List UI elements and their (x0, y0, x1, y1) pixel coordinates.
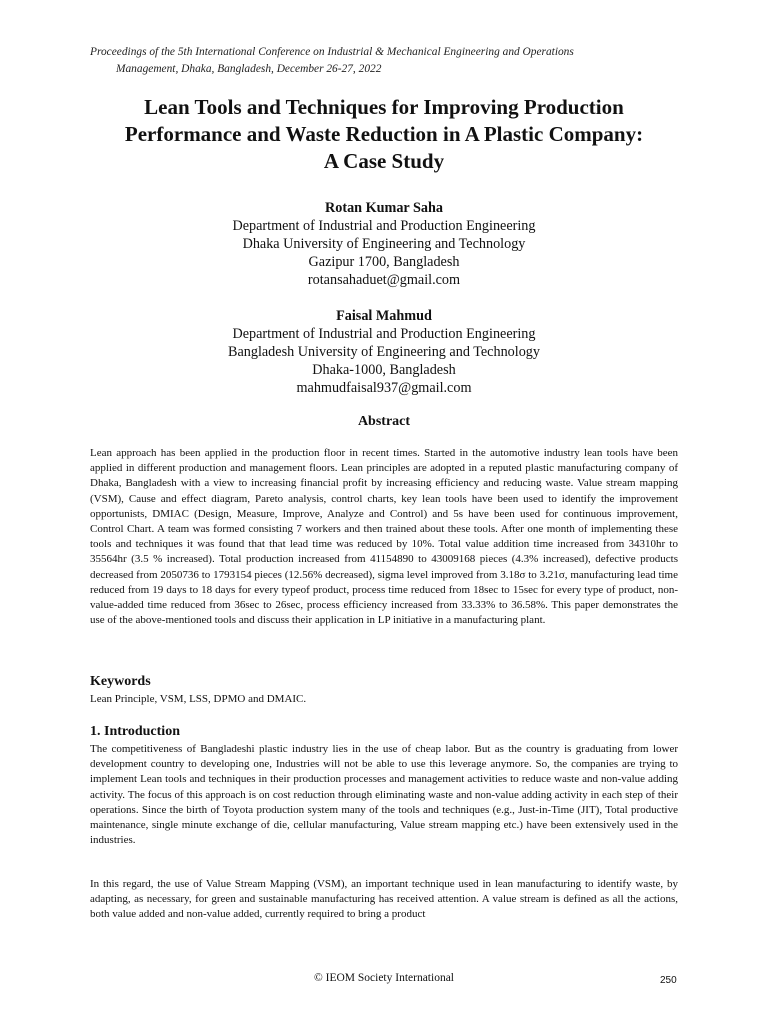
keywords-heading: Keywords (90, 674, 151, 689)
author-name: Rotan Kumar Saha (325, 200, 443, 216)
author-email: mahmudfaisal937@gmail.com (296, 380, 472, 396)
keywords-text: Lean Principle, VSM, LSS, DPMO and DMAIC. (90, 693, 307, 705)
introduction-paragraph-2: In this regard, the use of Value Stream Mapping (VSM), an important technique used in lean manufacturing to identify waste, by adapting, as necessary, for green and sustainable manufacturing has received attention. A value stream is defined as all the actions, both value added and non-value added, currently required to bring a product (90, 878, 678, 921)
author-university: Dhaka University of Engineering and Technology (242, 236, 526, 252)
introduction-paragraph-1: The competitiveness of Bangladeshi plastic industry lies in the use of cheap labor. But as the country is graduating from lower development country to developing one, Industries will not be able to use this leverage anymore. So, the companies are trying to implement Lean tools and techniques in their production processes and management activities to reduce waste and non-value adding activity. The focus of this approach is on cost reduction through eliminating waste and non-value adding activity in each step of their operations. Since the birth of Toyota production system many of the tools and techniques (e.g., Just-in-Time (JIT), Total productive maintenance, single minute exchange of die, cellular manufacturing, Value stream mapping etc.) have been extensively used in the industries. (90, 743, 678, 847)
title-line-2: Performance and Waste Reduction in A Plastic Company: (124, 122, 644, 146)
author-address: Dhaka-1000, Bangladesh (312, 362, 456, 378)
page-number: 250 (660, 975, 677, 986)
paper-title (60, 94, 708, 175)
author-address: Gazipur 1700, Bangladesh (308, 254, 460, 270)
author-block-1 (134, 199, 634, 289)
introduction-heading: 1. Introduction (90, 724, 180, 739)
abstract-text: Lean approach has been applied in the production floor in recent times. Started in the automotive industry lean tools have been applied in different production and management floors. Lean principles are adopted in a reputed plastic manufacturing company of Dhaka, Bangladesh with a view to increasing financial profit by increasing efficiency and reducing waste. Value stream mapping (VSM), Cause and effect diagram, Pareto analysis, control charts, key lean tools have been used to identify the improvement opportunists, DMIAC (Design, Measure, Improve, Analyze and Control) and 5s have been used for continuous improvement, Control Chart. A team was formed consisting 7 workers and then trained about these tools. After one month of implementing these tools and techniques it was found that that lead time was reduced by 10%. Total value addition time increased from 34310hr to 35564hr (3.5 % increased). Total production increased from 41154890 to 43009168 pieces (4.3% increased), defective products decreased from 2050736 to 1793154 pieces (12.56% decreased), sigma level improved from 3.18σ to 3.21σ, manufacturing lead time reduced from 19 days to 18 days for every typeof product, process time reduced from 18sec to 15sec for every type of product, non-value-added time reduced from 36sec to 26sec, process efficiency increased from 33.33% to 36.58%. This paper demonstrates the use of the above-mentioned tools and discuss their application in LP initiative in a manufacturing plant. (90, 447, 678, 627)
author-department: Department of Industrial and Production Engineering (232, 326, 536, 342)
abstract-heading: Abstract (357, 414, 411, 429)
header-line-2: Management, Dhaka, Bangladesh, December 26-27, 2022 (116, 63, 382, 75)
title-line-3: A Case Study (323, 149, 445, 173)
author-email: rotansahaduet@gmail.com (307, 272, 461, 288)
footer-copyright: © IEOM Society International (314, 972, 454, 984)
author-name: Faisal Mahmud (336, 308, 432, 324)
author-university: Bangladesh University of Engineering and Technology (228, 344, 540, 360)
header-line-1: Proceedings of the 5th International Conference on Industrial & Mechanical Engineering and Operations (90, 46, 574, 58)
author-department: Department of Industrial and Production Engineering (232, 218, 536, 234)
proceedings-header (90, 44, 680, 78)
author-block-2 (134, 307, 634, 397)
title-line-1: Lean Tools and Techniques for Improving Production (144, 95, 624, 119)
